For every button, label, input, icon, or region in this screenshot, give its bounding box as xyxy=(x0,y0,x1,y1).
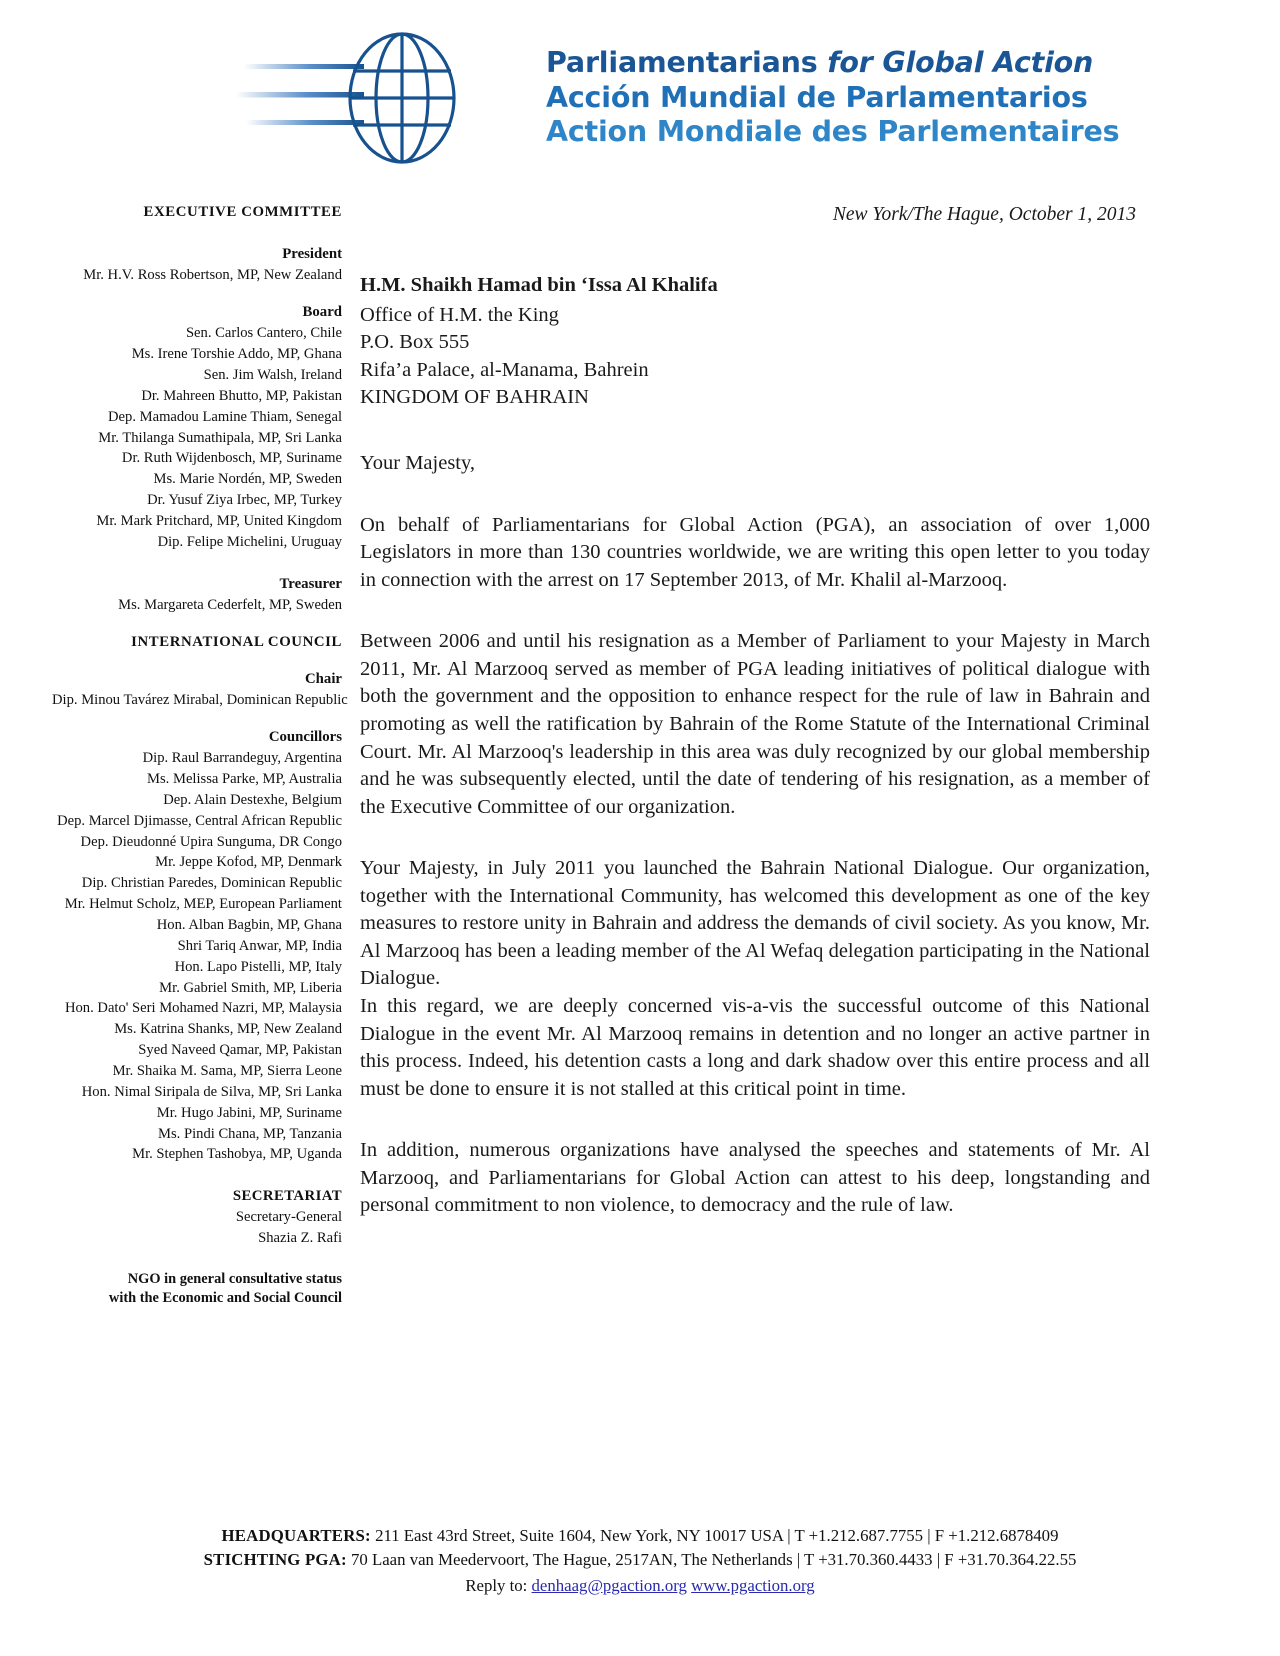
headquarters-address: 211 East 43rd Street, Suite 1604, New York, NY 10017 USA | T +1.212.687.7755 | F +1.212.6878409 xyxy=(375,1525,1059,1545)
list-item: Mr. Helmut Scholz, MEP, European Parliament xyxy=(64,896,342,913)
list-item: Mr. Stephen Tashobya, MP, Uganda xyxy=(132,1146,342,1163)
reply-email-link[interactable]: denhaag@pgaction.org xyxy=(531,1575,687,1595)
secretary-general-label: Secretary-General xyxy=(235,1209,342,1226)
list-item: Hon. Dato' Seri Mohamed Nazri, MP, Malaysia xyxy=(64,1000,342,1017)
reply-line xyxy=(0,1574,1280,1598)
list-item: Mr. Thilanga Sumathipala, MP, Sri Lanka xyxy=(98,429,342,446)
treasurer-name: Ms. Margareta Cederfelt, MP, Sweden xyxy=(118,596,342,613)
ngo-status-line-2: with the Economic and Social Council xyxy=(108,1290,342,1307)
chair-name: Dip. Minou Tavárez Mirabal, Dominican Republic xyxy=(52,692,348,709)
list-item: Syed Naveed Qamar, MP, Pakistan xyxy=(138,1042,342,1059)
president-label: President xyxy=(282,246,342,263)
board-list xyxy=(52,323,342,552)
list-item: Ms. Marie Nordén, MP, Sweden xyxy=(153,471,342,488)
councillors-label: Councillors xyxy=(268,728,342,745)
org-name-french: Action Mondiale des Parlementaires xyxy=(546,115,1120,149)
page-body xyxy=(0,150,1280,1309)
councillors-list xyxy=(52,748,342,1165)
secretary-general-name: Shazia Z. Rafi xyxy=(258,1230,342,1247)
treasurer-label: Treasurer xyxy=(279,575,342,592)
letter-paragraph: Between 2006 and until his resignation as a Member of Parliament to your Majesty in March 2011, Mr. Al Marzooq served as member of PGA leading initiatives of political dialogue with both the government and the opposition to enhance respect for the rule of law in Bahrain and promoting as well the ratification by Bahrain of the Rome Statute of the International Criminal Court. Mr. Al Marzooq's leadership in this area was duly recognized by our global membership and he was subsequently elected, until the date of tendering of his resignation, as a member of the Executive Committee of our organization. xyxy=(360,630,1150,818)
list-item: Mr. Gabriel Smith, MP, Liberia xyxy=(159,979,342,996)
president-name: Mr. H.V. Ross Robertson, MP, New Zealand xyxy=(83,267,342,284)
list-item: Dr. Mahreen Bhutto, MP, Pakistan xyxy=(141,387,342,404)
pga-globe-logo-icon xyxy=(236,28,536,168)
ngo-status-line-1: NGO in general consultative status xyxy=(127,1271,342,1288)
list-item: Hon. Alban Bagbin, MP, Ghana xyxy=(156,917,342,933)
list-item: Sen. Jim Walsh, Ireland xyxy=(203,367,342,384)
list-item: Hon. Nimal Siripala de Silva, MP, Sri Lanka xyxy=(81,1083,342,1100)
list-item: Mr. Hugo Jabini, MP, Suriname xyxy=(156,1104,342,1121)
list-item: Mr. Shaika M. Sama, MP, Sierra Leone xyxy=(112,1063,342,1080)
list-item: Dr. Yusuf Ziya Irbec, MP, Turkey xyxy=(147,492,342,509)
list-item: Dip. Christian Paredes, Dominican Republic xyxy=(81,875,342,892)
list-item: Dep. Alain Destexhe, Belgium xyxy=(163,791,342,808)
letter-paragraph: In this regard, we are deeply concerned vis-a-vis the successful outcome of this National Dialogue in the event Mr. Al Marzooq remains in detention and no longer an active partner in this process. Indeed, his detention casts a long and dark shadow over this entire process and all must be done to ensure it is not stalled at this critical point in time. xyxy=(360,995,1150,1100)
list-item: Ms. Pindi Chana, MP, Tanzania xyxy=(158,1125,342,1142)
org-name-spanish: Acción Mundial de Parlamentarios xyxy=(546,80,1088,114)
list-item: Dep. Mamadou Lamine Thiam, Senegal xyxy=(108,408,342,425)
letterhead xyxy=(0,0,1280,150)
org-name-english: Parliamentarians for Global Action xyxy=(546,45,1094,79)
letter-paragraph: On behalf of Parliamentarians for Global Action (PGA), an association of over 1,000 Legislators in more than 130 countries worldwide, we are writing this open letter to you today in connection with the arrest on 17 September 2013, of Mr. Khalil al-Marzooq. xyxy=(360,513,1150,591)
board-label: Board xyxy=(302,304,342,321)
address-line: Rifa’a Palace, al-Manama, Bahrein xyxy=(360,358,649,381)
addressee-name: H.M. Shaikh Hamad bin ‘Issa Al Khalifa xyxy=(360,274,718,297)
org-name-block xyxy=(546,46,1119,150)
list-item: Dep. Dieudonné Upira Sunguma, DR Congo xyxy=(80,833,342,850)
officers-sidebar xyxy=(52,202,348,1309)
reply-label: Reply to: xyxy=(465,1575,528,1595)
list-item: Ms. Irene Torshie Addo, MP, Ghana xyxy=(131,346,342,363)
page-footer xyxy=(0,1524,1280,1598)
letter-content xyxy=(360,202,1150,1220)
list-item: Mr. Jeppe Kofod, MP, Denmark xyxy=(155,854,342,871)
address-line: KINGDOM OF BAHRAIN xyxy=(360,386,589,409)
list-item: Shri Tariq Anwar, MP, India xyxy=(177,937,342,954)
list-item: Sen. Carlos Cantero, Chile xyxy=(185,325,342,342)
list-item: Ms. Melissa Parke, MP, Australia xyxy=(147,770,342,787)
address-line: Office of H.M. the King xyxy=(360,303,559,326)
stichting-address: 70 Laan van Meedervoort, The Hague, 2517AN, The Netherlands | T +31.70.360.4433 | F +31.70.364.22.55 xyxy=(350,1550,1077,1570)
stichting-label: STICHTING PGA: xyxy=(203,1550,347,1570)
address-line: P.O. Box 555 xyxy=(360,331,470,354)
list-item: Ms. Katrina Shanks, MP, New Zealand xyxy=(114,1021,342,1038)
international-council-heading: INTERNATIONAL COUNCIL xyxy=(131,633,342,650)
letter-paragraph: Your Majesty, in July 2011 you launched the Bahrain National Dialogue. Our organization, together with the International Community, has welcomed this development as one of the key measures to restore unity in Bahrain and address the demands of civil society. As you know, Mr. Al Marzooq has been a leading member of the Al Wefaq delegation participating in the National Dialogue. xyxy=(360,857,1150,990)
letter-date: New York/The Hague, October 1, 2013 xyxy=(832,204,1136,225)
website-link[interactable]: www.pgaction.org xyxy=(691,1575,815,1595)
list-item: Hon. Lapo Pistelli, MP, Italy xyxy=(174,958,342,975)
list-item: Dip. Raul Barrandeguy, Argentina xyxy=(142,750,342,767)
list-item: Mr. Mark Pritchard, MP, United Kingdom xyxy=(96,513,342,530)
list-item: Dip. Felipe Michelini, Uruguay xyxy=(157,533,342,550)
stichting-line xyxy=(0,1548,1280,1572)
headquarters-line xyxy=(0,1524,1280,1548)
salutation: Your Majesty, xyxy=(360,452,476,475)
letter-paragraph: In addition, numerous organizations have analysed the speeches and statements of Mr. Al Marzooq, and Parliamentarians for Global Action can attest to his deep, longstanding and personal commitment to non violence, to democracy and the rule of law. xyxy=(360,1139,1150,1217)
chair-label: Chair xyxy=(305,670,342,687)
list-item: Dr. Ruth Wijdenbosch, MP, Suriname xyxy=(121,450,342,467)
secretariat-heading: SECRETARIAT xyxy=(232,1188,342,1205)
headquarters-label: HEADQUARTERS: xyxy=(221,1525,371,1545)
list-item: Dep. Marcel Djimasse, Central African Republic xyxy=(57,812,342,829)
executive-committee-heading: EXECUTIVE COMMITTEE xyxy=(143,204,342,220)
